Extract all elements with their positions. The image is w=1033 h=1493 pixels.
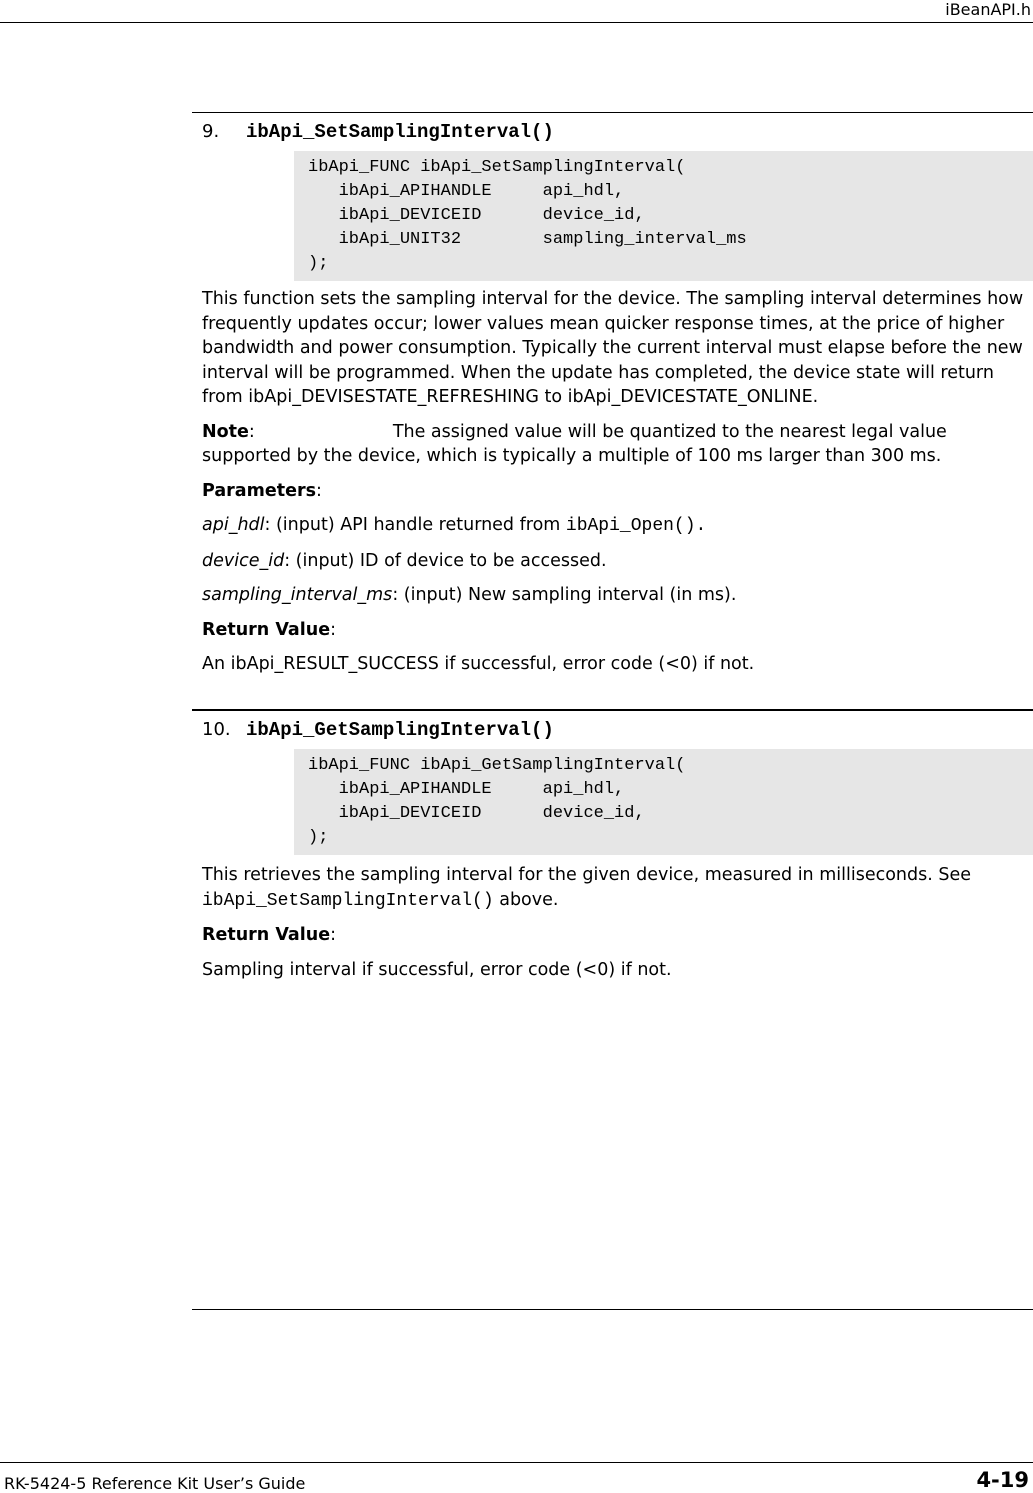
parameter-desc: : (input) API handle returned from (264, 515, 566, 535)
code-line: ibApi_APIHANDLE api_hdl, (308, 182, 625, 201)
note-paragraph: Note: The assigned value will be quantized to the nearest legal value supported by the device, which is typically a multiple of 100 ms larger than 300 ms. (202, 421, 947, 466)
function-section-set-sampling-interval (192, 112, 1033, 677)
code-line: ibApi_APIHANDLE api_hdl, (308, 780, 625, 799)
code-line: ibApi_UNIT32 sampling_interval_ms (308, 230, 747, 249)
parameter-code: ibApi_Open(). (565, 516, 707, 536)
function-section-get-sampling-interval (192, 709, 1033, 982)
note-text: The assigned value will be quantized to the nearest legal value supported by the device, which is typically a multiple of 100 ms larger than 300 ms. (202, 421, 947, 466)
inline-code: ibApi_SetSamplingInterval() (202, 890, 494, 911)
footer-document-title: RK-5424-5 Reference Kit User’s Guide (4, 1474, 306, 1493)
code-block (294, 749, 1033, 855)
parameter-name: api_hdl (202, 515, 265, 535)
description-paragraph: This retrieves the sampling interval for the given device, measured in milliseconds. See ibApi_SetSamplingInterval() above. (202, 865, 972, 911)
parameter-desc: : (input) New sampling interval (in ms). (392, 585, 737, 605)
footer-rule (0, 1462, 1033, 1463)
parameter-item (202, 549, 1027, 574)
section-rule (192, 112, 1033, 113)
return-value-heading: Return Value: (202, 925, 336, 945)
return-value-text: Sampling interval if successful, error code (<0) if not. (202, 959, 672, 980)
section-body (192, 287, 1033, 677)
code-line: ibApi_DEVICEID device_id, (308, 804, 645, 823)
code-line: ); (308, 254, 329, 273)
parameter-desc: : (input) ID of device to be accessed. (284, 550, 607, 571)
code-line: ); (308, 828, 329, 847)
parameter-item (202, 583, 1027, 608)
content-end-rule (192, 1309, 1033, 1310)
code-line: ibApi_FUNC ibApi_GetSamplingInterval( (308, 756, 686, 775)
running-header-title: iBeanAPI.h (945, 0, 1031, 19)
code-line: ibApi_DEVICEID device_id, (308, 206, 645, 225)
section-body (192, 863, 1033, 982)
parameter-name: device_id (202, 550, 285, 571)
section-rule (192, 709, 1033, 711)
return-value-heading: Return Value: (202, 619, 336, 640)
section-heading (192, 719, 1033, 743)
section-heading (192, 121, 1033, 145)
parameter-item (202, 513, 1027, 539)
note-label: Note (202, 421, 249, 442)
header-rule (0, 22, 1033, 23)
description-paragraph: This function sets the sampling interval for the device. The sampling interval determines how frequently updates occur; lower values mean quicker response times, at the price of higher bandwidth and power consumption. Typically the current interval must elapse before the new interval will be programmed. When the update has completed, the device state will return from ibApi_DEVISESTATE_REFRESHING to ibApi_DEVICESTATE_ONLINE. (202, 289, 1024, 407)
page-number: 4-19 (976, 1468, 1029, 1492)
code-block (294, 151, 1033, 281)
section-number: 9. (202, 121, 220, 142)
parameters-heading: Parameters: (202, 480, 322, 501)
function-name: ibApi_GetSamplingInterval() (246, 719, 554, 741)
section-number: 10. (202, 719, 231, 740)
return-value-text: An ibApi_RESULT_SUCCESS if successful, error code (<0) if not. (202, 654, 755, 674)
parameter-name: sampling_interval_ms (202, 585, 393, 605)
code-line: ibApi_FUNC ibApi_SetSamplingInterval( (308, 158, 686, 177)
function-name: ibApi_SetSamplingInterval() (246, 121, 554, 143)
